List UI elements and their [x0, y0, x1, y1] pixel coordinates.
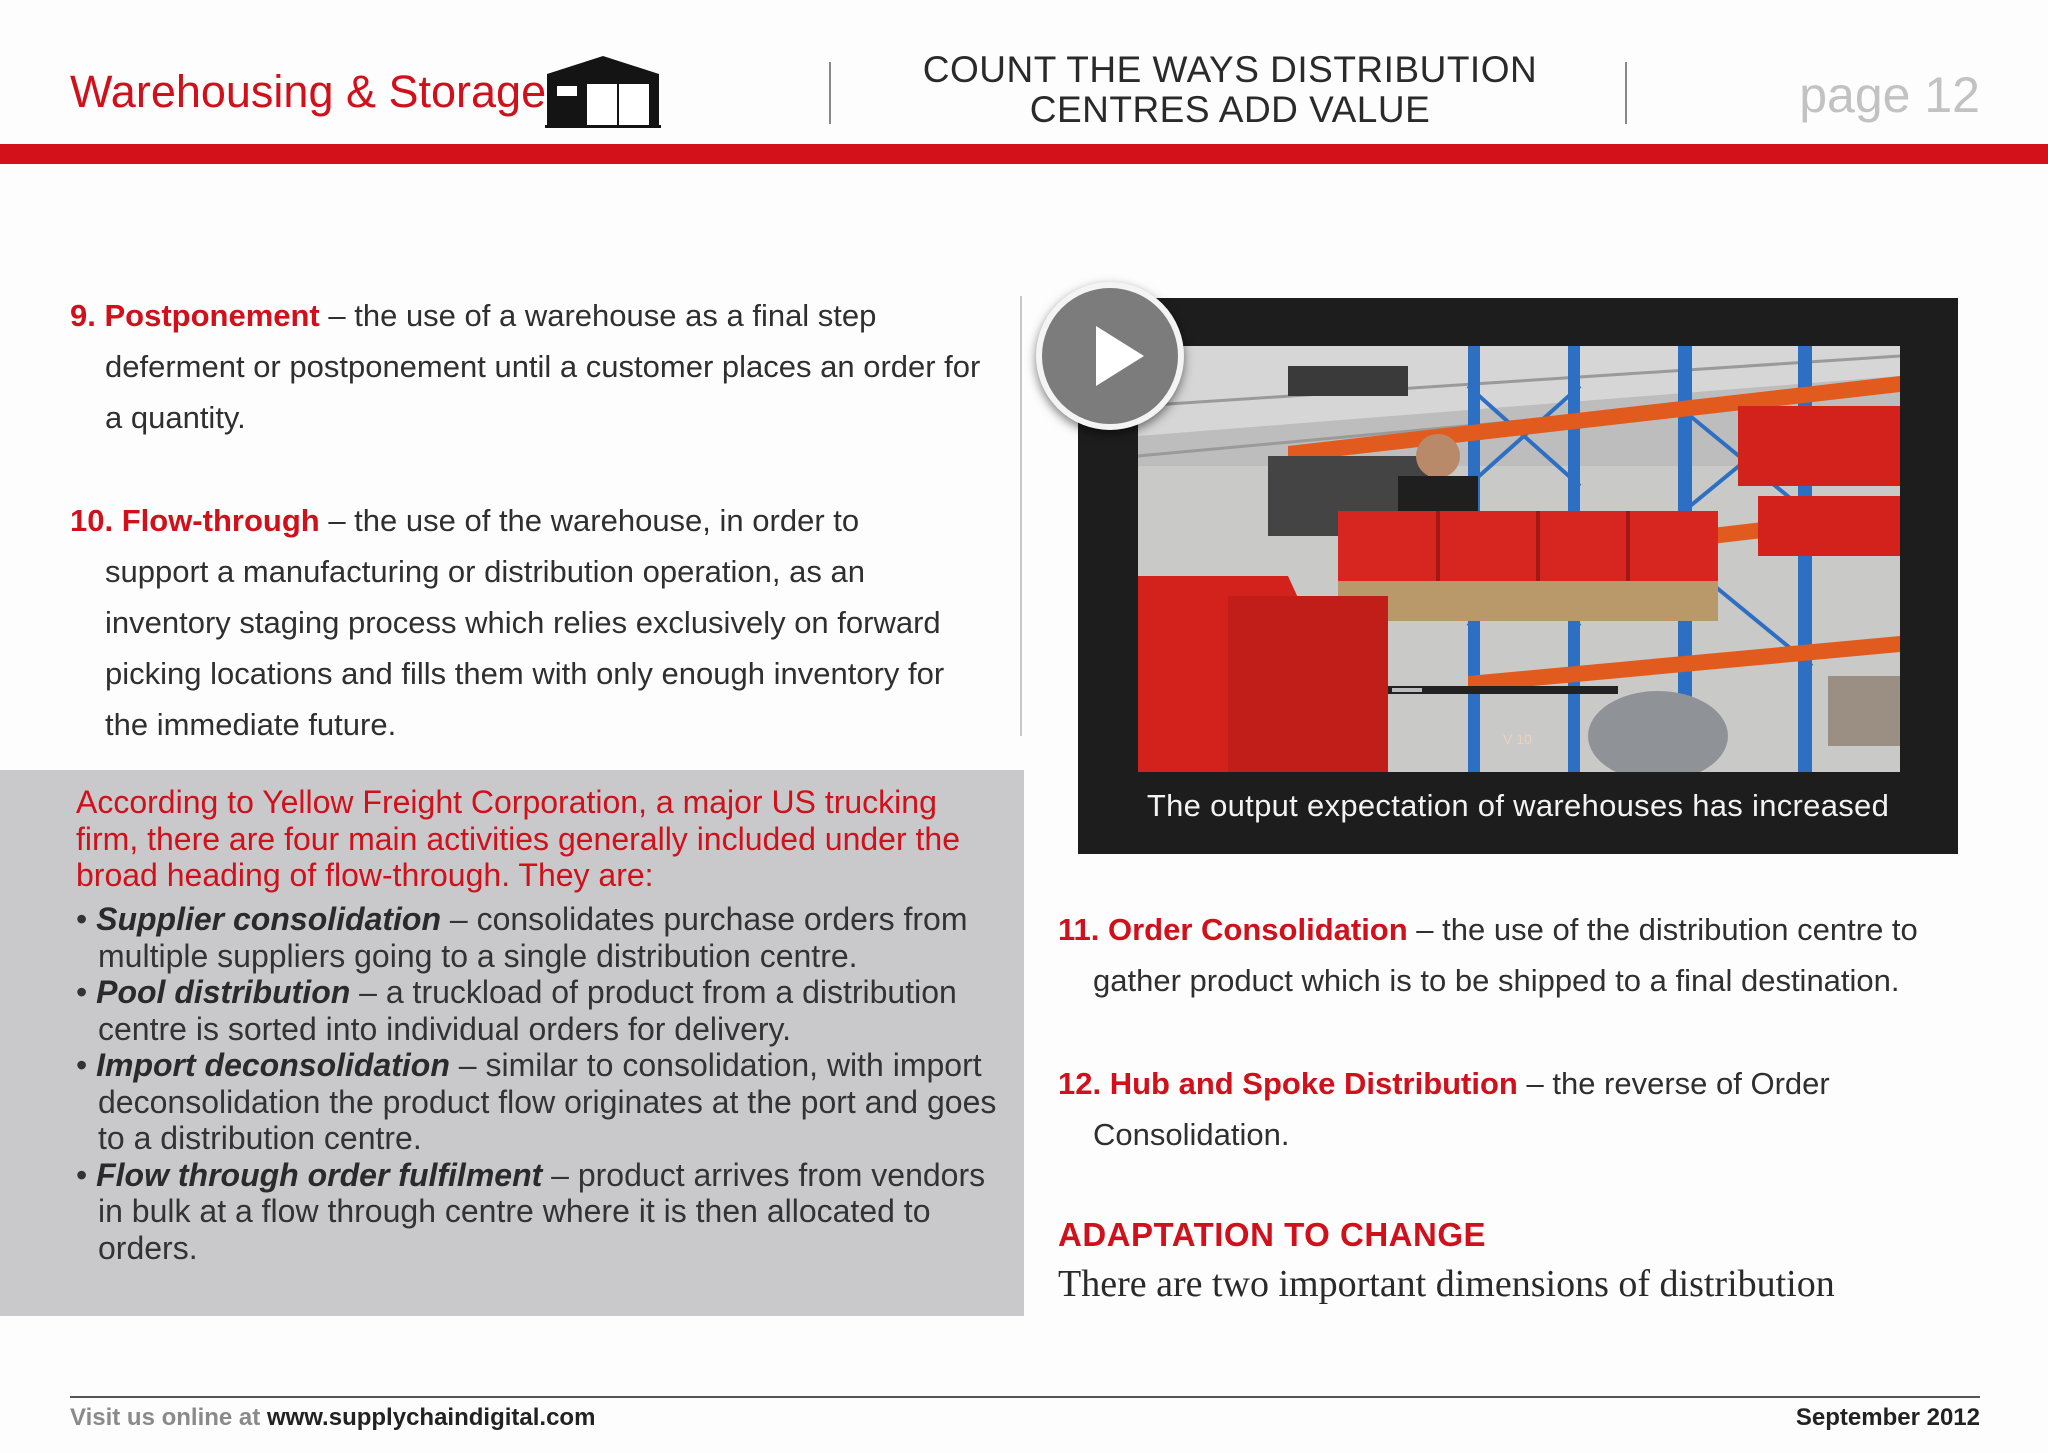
sidebar-bullet-list — [76, 901, 1016, 1266]
header-divider-right — [1625, 62, 1627, 124]
footer-url-link[interactable]: www.supplychaindigital.com — [266, 1404, 596, 1431]
bullet-mark: • — [76, 1156, 97, 1193]
sidebar-intro: According to Yellow Freight Corporation, a major US trucking firm, there are four main activities generally included under the broad heading of flow-through. They are: — [76, 784, 960, 893]
bullet-text: – consolidates purchase orders from multiple suppliers going to a single distribution centre. — [98, 901, 968, 974]
item-sep: – — [319, 298, 355, 333]
bullet-text: – a truckload of product from a distribution centre is sorted into individual orders for delivery. — [98, 974, 957, 1047]
footer-date: September 2012 — [1795, 1404, 1980, 1431]
item-text: the reverse of Order — [1552, 1066, 1830, 1101]
bullet-term: Import deconsolidation — [96, 1047, 450, 1083]
item-text-continued: deferment or postponement until a customer places an order for a quantity. — [105, 349, 981, 435]
page-headline — [880, 50, 1580, 130]
footer-rule — [70, 1396, 1980, 1398]
warehouse-icon — [545, 56, 661, 133]
bullet-mark: • — [76, 1047, 97, 1083]
item-text-continued: Consolidation. — [1093, 1117, 1290, 1152]
bullet-mark: • — [76, 901, 97, 937]
header-divider-left — [829, 62, 831, 124]
bullet-pool-distribution — [76, 974, 1016, 1047]
bullet-term: Pool distribution — [96, 974, 351, 1010]
warehouse-forklift-scene — [1138, 346, 1900, 772]
item-text: the use of the distribution centre to — [1442, 912, 1918, 947]
bullet-import-deconsolidation — [76, 1047, 1016, 1157]
item-heading: 11. Order Consolidation — [1058, 912, 1408, 947]
play-icon — [1042, 288, 1178, 424]
column-divider — [1020, 296, 1022, 736]
item-text: the use of a warehouse as a final step — [354, 298, 877, 333]
adaptation-text: There are two important dimensions of distribution — [1058, 1263, 1835, 1305]
item-sep: – — [1517, 1066, 1553, 1101]
item-order-consolidation — [1058, 904, 1998, 1006]
video-caption: The output expectation of warehouses has increased — [1146, 788, 1890, 823]
video-frame[interactable] — [1138, 346, 1900, 772]
bullet-flow-through-order-fulfilment — [76, 1157, 1016, 1267]
item-text: the use of the warehouse, in order to — [354, 503, 860, 538]
bullet-text: – product arrives from vendors in bulk at a flow through centre where it is then allocated to orders. — [98, 1156, 986, 1266]
item-sep: – — [1407, 912, 1443, 947]
bullet-mark: • — [76, 974, 97, 1010]
item-text-continued: support a manufacturing or distribution operation, as an inventory staging process which relies exclusively on forward picking locations and fills them with only enough inventory for the immediate future. — [105, 554, 945, 742]
item-heading: 9. Postponement — [70, 298, 320, 333]
footer-visit — [70, 1404, 595, 1432]
bullet-text: – similar to consolidation, with import deconsolidation the product flow originates at the port and goes to a distribution centre. — [98, 1047, 997, 1156]
item-hub-and-spoke — [1058, 1058, 1998, 1160]
item-sep: – — [319, 503, 355, 538]
adaptation-heading: ADAPTATION TO CHANGE — [1058, 1216, 1486, 1253]
item-heading: 10. Flow-through — [70, 503, 320, 538]
play-button[interactable] — [1036, 282, 1184, 430]
item-text-continued: gather product which is to be shipped to a final destination. — [1093, 963, 1900, 998]
page-number: page 12 — [1799, 67, 1980, 123]
item-postponement — [70, 290, 990, 443]
item-flow-through — [70, 495, 990, 750]
headline-line-1: COUNT THE WAYS DISTRIBUTION — [922, 49, 1538, 90]
bullet-term: Supplier consolidation — [96, 901, 441, 937]
header-red-bar — [0, 144, 2048, 164]
headline-line-2: CENTRES ADD VALUE — [1029, 89, 1431, 130]
bullet-term: Flow through order fulfilment — [96, 1156, 543, 1193]
item-heading: 12. Hub and Spoke Distribution — [1058, 1066, 1518, 1101]
section-title: Warehousing & Storage — [70, 66, 547, 117]
bullet-supplier-consolidation — [76, 901, 1016, 974]
footer-visit-label: Visit us online at — [70, 1404, 267, 1431]
forklift-label: V 10 — [1503, 731, 1532, 747]
